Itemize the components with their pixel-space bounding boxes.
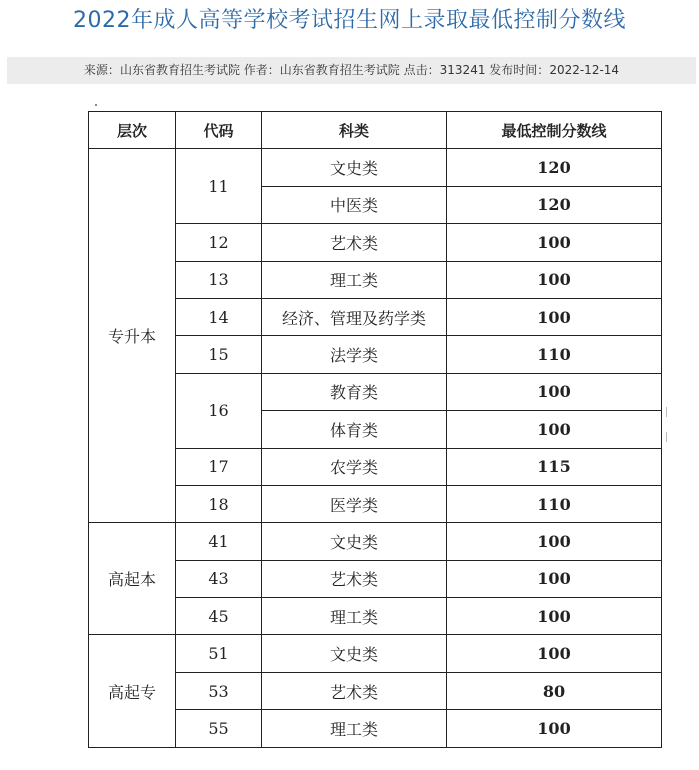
category-cell: 文史类 [262,149,447,186]
score-cell: 100 [447,560,662,597]
score-cell: 115 [447,448,662,485]
score-cell: 120 [447,149,662,186]
category-cell: 医学类 [262,485,447,522]
code-cell: 11 [176,149,262,224]
hits-count: 313241 [439,63,486,77]
category-cell: 文史类 [262,635,447,672]
score-cell: 120 [447,186,662,223]
code-cell: 43 [176,560,262,597]
table-row [89,149,662,186]
author-value: 山东省教育招生考试院 [279,63,400,77]
category-cell: 教育类 [262,373,447,410]
category-cell: 理工类 [262,261,447,298]
code-cell: 55 [176,710,262,747]
category-cell: 艺术类 [262,224,447,261]
level-cell: 高起专 [89,635,176,747]
publish-date: 2022-12-14 [549,63,620,77]
publish-date-label: 发布时间： [489,63,550,77]
category-cell: 体育类 [262,411,447,448]
category-cell: 艺术类 [262,672,447,709]
score-cell: 100 [447,411,662,448]
header-min-score: 最低控制分数线 [447,112,662,149]
category-cell: 理工类 [262,710,447,747]
score-cell: 100 [447,523,662,560]
table-body [89,149,662,747]
table-header [89,112,662,149]
table-row [89,635,662,672]
score-cell: 100 [447,373,662,410]
score-cell: 100 [447,261,662,298]
code-cell: 13 [176,261,262,298]
header-code: 代码 [176,112,262,149]
article-meta-bar [7,57,696,84]
level-cell: 高起本 [89,523,176,635]
score-table [88,111,662,748]
hits-label: 点击： [403,63,440,77]
score-cell: 100 [447,298,662,335]
code-cell: 18 [176,485,262,522]
score-cell: 100 [447,224,662,261]
score-cell: 80 [447,672,662,709]
code-cell: 12 [176,224,262,261]
score-cell: 100 [447,598,662,635]
category-cell: 文史类 [262,523,447,560]
side-mark [666,407,667,417]
source-label: 来源： [83,63,120,77]
table-row [89,523,662,560]
score-cell: 100 [447,635,662,672]
code-cell: 15 [176,336,262,373]
source-value: 山东省教育招生考试院 [119,63,240,77]
code-cell: 14 [176,298,262,335]
code-cell: 45 [176,598,262,635]
code-cell: 51 [176,635,262,672]
category-cell: 经济、管理及药学类 [262,298,447,335]
category-cell: 农学类 [262,448,447,485]
category-cell: 艺术类 [262,560,447,597]
score-cell: 100 [447,710,662,747]
code-cell: 17 [176,448,262,485]
score-cell: 110 [447,485,662,522]
corner-mark [95,104,97,106]
category-cell: 中医类 [262,186,447,223]
header-row [89,112,662,149]
header-level: 层次 [89,112,176,149]
code-cell: 41 [176,523,262,560]
category-cell: 理工类 [262,598,447,635]
header-category: 科类 [262,112,447,149]
page-title: 2022年成人高等学校考试招生网上录取最低控制分数线 [73,8,626,33]
author-label: 作者： [243,63,280,77]
level-cell: 专升本 [89,149,176,523]
code-cell: 16 [176,373,262,448]
side-mark [666,432,667,442]
score-cell: 110 [447,336,662,373]
category-cell: 法学类 [262,336,447,373]
code-cell: 53 [176,672,262,709]
